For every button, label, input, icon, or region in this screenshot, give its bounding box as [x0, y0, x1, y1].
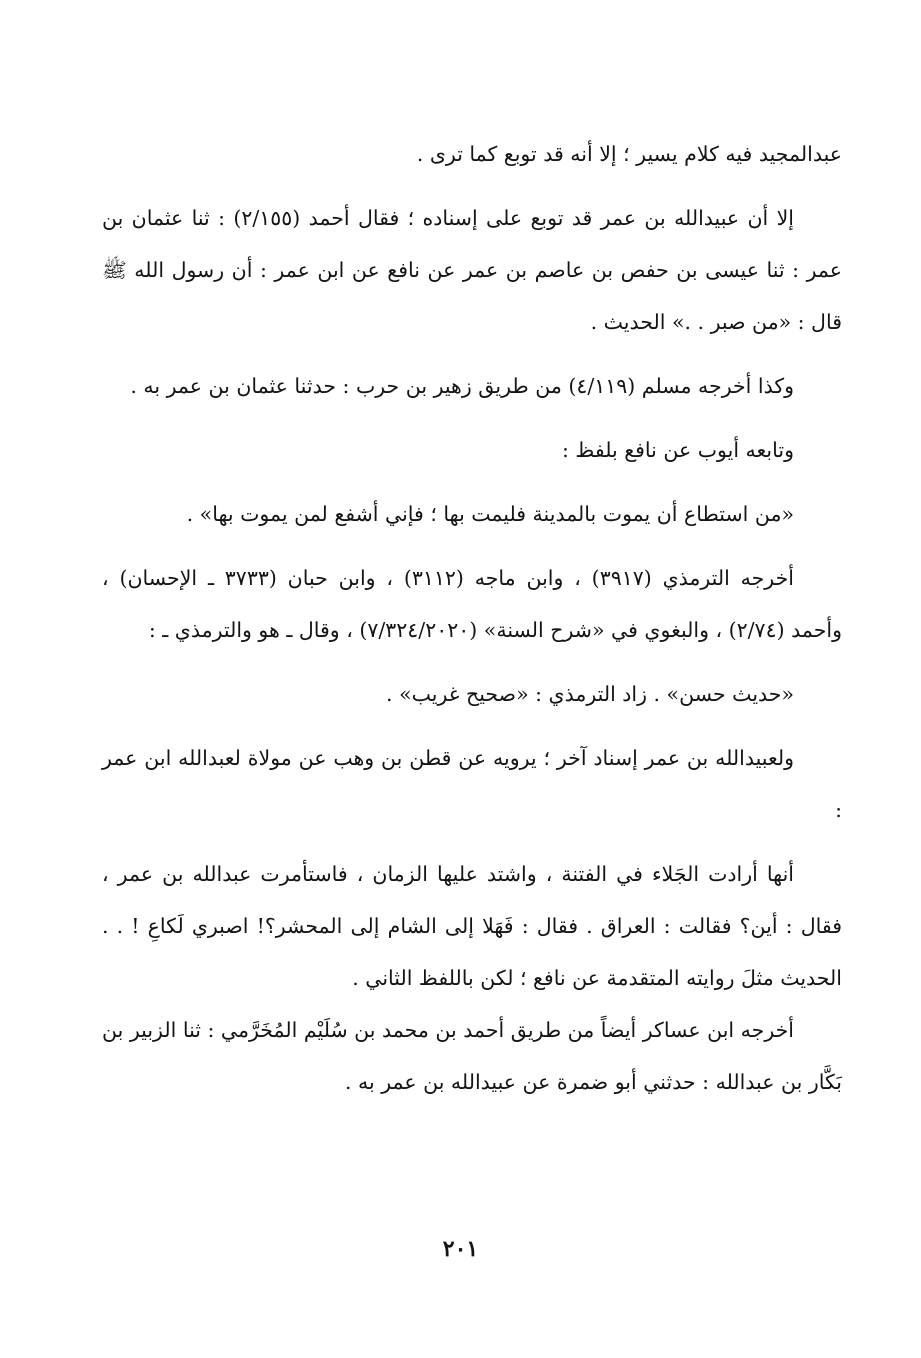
paragraph-8: ولعبيدالله بن عمر إسناد آخر ؛ يرويه عن قطن بن وهب عن مولاة لعبدالله ابن عمر : — [102, 746, 842, 822]
paragraph-5: «من استطاع أن يموت بالمدينة فليمت بها ؛ فإني أشفع لمن يموت بها» . — [186, 502, 794, 526]
paragraph-3: وكذا أخرجه مسلم (٤/١١٩) من طريق زهير بن حرب : حدثنا عثمان بن عمر به . — [130, 374, 794, 398]
paragraph-6: أخرجه الترمذي (٣٩١٧) ، وابن ماجه (٣١١٢) ، وابن حبان (٣٧٣٣ ـ الإحسان) ، وأحمد (٢/٧٤) ، والبغوي في «شرح السنة» (٧/٣٢٤/٢٠٢٠) ، وقال ـ هو والترمذي ـ : — [102, 566, 842, 642]
paragraph-7: «حديث حسن» . زاد الترمذي : «صحيح غريب» . — [386, 682, 794, 706]
paragraph-9: أنها أرادت الجَلاء في الفتنة ، واشتد عليها الزمان ، فاستأمرت عبدالله بن عمر ، فقال : أين؟ فقالت : العراق . فقال : فَهَلا إلى الشام إلى المحشر؟! اصبري لَكاعِ ! . . الحديث مثلَ روايته المتقدمة عن نافع ؛ لكن باللفظ الثاني . — [102, 862, 842, 990]
paragraph-4: وتابعه أيوب عن نافع بلفظ : — [561, 438, 794, 462]
page-body — [102, 128, 842, 1108]
paragraph-1: عبدالمجيد فيه كلام يسير ؛ إلا أنه قد توبع كما ترى . — [416, 142, 842, 166]
paragraph-2: إلا أن عبيدالله بن عمر قد توبع على إسناده ؛ فقال أحمد (٢/١٥٥) : ثنا عثمان بن عمر : ثنا عيسى بن حفص بن عاصم بن عمر عن نافع عن ابن عمر : أن رسول الله ﷺ قال : «من صبر . .» الحديث . — [102, 206, 842, 334]
paragraph-10: أخرجه ابن عساكر أيضاً من طريق أحمد بن محمد بن سُلَيْم المُخَرَّمي : ثنا الزبير بن بَكَّار بن عبدالله : حدثني أبو ضمرة عن عبيدالله بن عمر به . — [102, 1018, 842, 1094]
page-number: ٢٠١ — [442, 1236, 479, 1262]
